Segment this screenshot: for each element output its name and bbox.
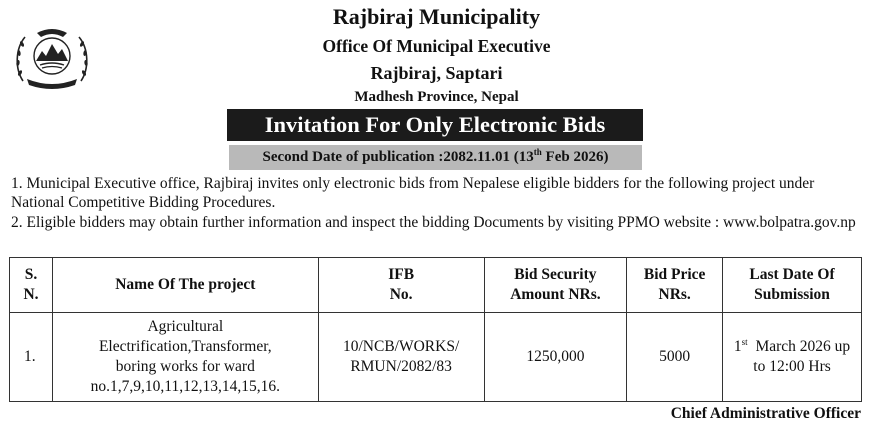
publication-date [229, 145, 642, 170]
office-location: Rajbiraj, Saptari [370, 63, 503, 83]
cell-bid-price: 5000 [627, 313, 723, 402]
organization-name: Rajbiraj Municipality [332, 4, 541, 29]
table-row [10, 313, 862, 402]
publication-date-tail: Feb 2026) [541, 149, 609, 165]
notice-title: Invitation For Only Electronic Bids [227, 109, 643, 141]
signatory-title: Chief Administrative Officer [670, 405, 861, 422]
header-bid-security: Bid Security Amount NRs. [484, 258, 627, 313]
table-header-row [10, 258, 862, 313]
header-deadline: Last Date Of Submission [723, 258, 862, 313]
cell-ifb: 10/NCB/WORKS/ RMUN/2082/83 [318, 313, 484, 402]
cell-sn: 1. [10, 313, 53, 402]
header-project: Name Of The project [52, 258, 318, 313]
cell-bid-security: 1250,000 [484, 313, 627, 402]
office-name: Office Of Municipal Executive [322, 36, 551, 56]
publication-date-label: Second Date of publication :2082.11.01 (13 [262, 149, 534, 165]
publication-date-sup: th [533, 147, 542, 157]
cell-project: Agricultural Electrification,Transformer, boring works for ward no.1,7,9,10,11,12,13,14,15,16. [52, 313, 318, 402]
header-bid-price: Bid Price NRs. [627, 258, 723, 313]
paragraph-invitation: 1. Municipal Executive office, Rajbiraj invites only electronic bids from Nepalese eligible bidders for the following project under National Competitive Bidding Procedures. [11, 175, 815, 211]
cell-deadline: 1st March 2026 up to 12:00 Hrs [723, 313, 862, 402]
header-ifb: IFB No. [318, 258, 484, 313]
bid-table [9, 257, 862, 402]
province-name: Madhesh Province, Nepal [354, 89, 519, 105]
header-sn: S. N. [10, 258, 53, 313]
paragraph-eligibility: 2. Eligible bidders may obtain further information and inspect the bidding Documents by visiting PPMO website : www.bolpatra.gov.np [11, 214, 856, 231]
